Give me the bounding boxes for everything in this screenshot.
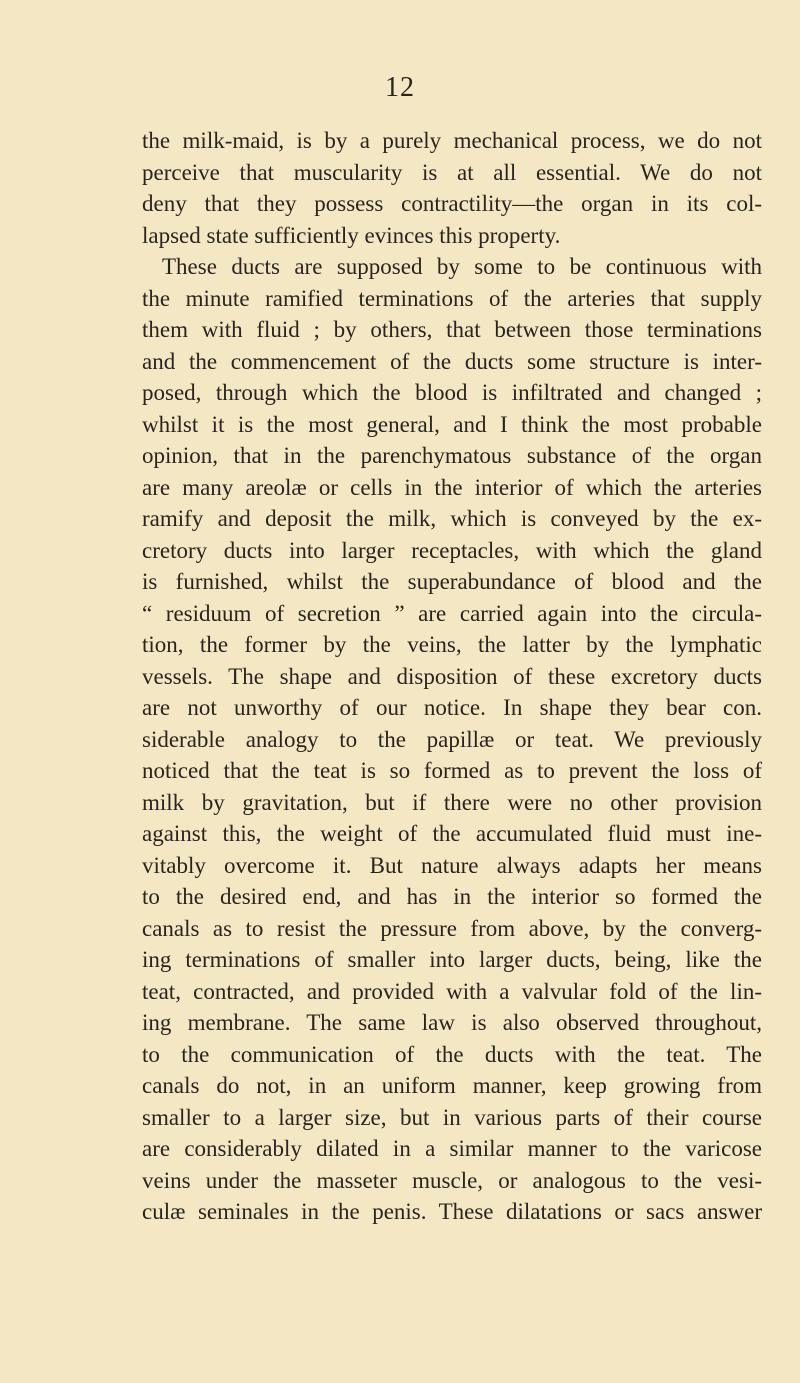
text-line: “ residuum of secretion ” are carried again into the circula- — [142, 600, 762, 626]
text-line: canals do not, in an uniform manner, keep growing from — [142, 1073, 762, 1098]
text-line: ramify and deposit the milk, which is conveyed by the ex- — [142, 506, 762, 531]
text-line: These ducts are supposed by some to be continuous with — [162, 254, 762, 279]
text-line: teat, contracted, and provided with a valvular fold of the lin- — [142, 978, 762, 1004]
text-line: ing terminations of smaller into larger ducts, being, like the — [142, 947, 762, 972]
text-line: vessels. The shape and disposition of these excretory ducts — [142, 663, 762, 689]
text-line: ing membrane. The same law is also observed throughout, — [142, 1010, 762, 1035]
text-line: against this, the weight of the accumulated fluid must ine- — [142, 821, 762, 846]
text-line: perceive that muscularity is at all essential. We do not — [142, 159, 762, 185]
body-text — [142, 125, 762, 1228]
text-line: the minute ramified terminations of the arteries that supply — [142, 285, 762, 311]
text-line: are considerably dilated in a similar manner to the varicose — [142, 1136, 762, 1161]
text-line: to the desired end, and has in the interior so formed the — [142, 884, 762, 909]
text-line: smaller to a larger size, but in various parts of their course — [142, 1104, 762, 1130]
text-line: lapsed state sufficiently evinces this property. — [142, 222, 561, 248]
text-line: tion, the former by the veins, the latter by the lymphatic — [142, 632, 762, 657]
text-line: posed, through which the blood is infiltrated and changed ; — [142, 380, 762, 405]
text-line: canals as to resist the pressure from above, by the converg- — [142, 915, 762, 941]
text-line: siderable analogy to the papillæ or teat. We previously — [142, 726, 762, 752]
text-line: are not unworthy of our notice. In shape they bear con. — [142, 695, 762, 720]
text-line: deny that they possess contractility—the organ in its col- — [142, 191, 762, 216]
text-line: and the commencement of the ducts some structure is inter- — [142, 348, 762, 374]
text-line: is furnished, whilst the superabundance of blood and the — [142, 569, 762, 594]
text-line: vitably overcome it. But nature always adapts her means — [142, 852, 762, 878]
text-line: milk by gravitation, but if there were no other provision — [142, 789, 762, 815]
text-line: veins under the masseter muscle, or analogous to the vesi- — [142, 1167, 762, 1193]
text-line: cretory ducts into larger receptacles, with which the gland — [142, 537, 762, 563]
text-line: noticed that the teat is so formed as to prevent the loss of — [142, 758, 762, 783]
page-number: 12 — [385, 72, 415, 103]
text-line: to the communication of the ducts with the teat. The — [142, 1041, 762, 1067]
text-line: whilst it is the most general, and I think the most probable — [142, 411, 762, 437]
text-line: the milk-maid, is by a purely mechanical process, we do not — [142, 128, 762, 153]
text-line: are many areolæ or cells in the interior of which the arteries — [142, 474, 762, 500]
text-line: opinion, that in the parenchymatous substance of the organ — [142, 443, 762, 468]
text-line: them with fluid ; by others, that between those terminations — [142, 317, 762, 342]
text-line: culæ seminales in the penis. These dilatations or sacs answer — [142, 1199, 762, 1224]
